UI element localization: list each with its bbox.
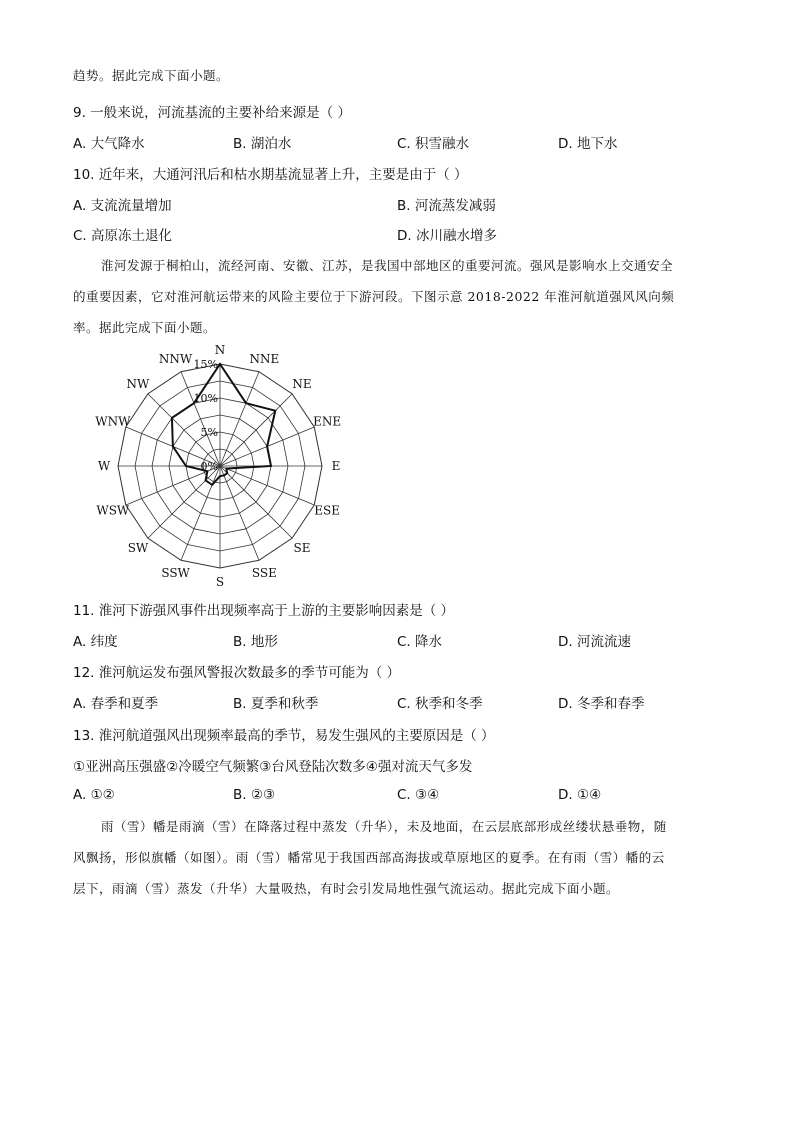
q11-option-d: D. 河流流速 — [558, 634, 631, 650]
ring-label: 5% — [200, 426, 218, 439]
passage-virga-line-3: 层下，雨滴（雪）蒸发（升华）大量吸热，有时会引发局地性强气流运动。据此完成下面小题。 — [73, 881, 620, 896]
q10-option-a: A. 支流流量增加 — [73, 198, 172, 214]
q13-option-d: D. ①④ — [558, 787, 602, 803]
direction-label: W — [97, 459, 111, 473]
q11-option-a: A. 纬度 — [73, 634, 118, 650]
grid-spoke — [220, 394, 292, 466]
ring-label: 15% — [193, 358, 218, 371]
passage-virga-line-2: 风飘扬，形似旗幡（如图）。雨（雪）幡常见于我国西部高海拔或草原地区的夏季。在有雨（雪）幡的云 — [73, 850, 665, 865]
direction-label: WSW — [96, 503, 130, 518]
wind-frequency-line — [172, 364, 275, 485]
direction-label: ENE — [313, 414, 342, 429]
direction-label: S — [215, 575, 225, 589]
q12-option-a: A. 春季和夏季 — [73, 696, 159, 712]
question-12-stem: 12. 淮河航运发布强风警报次数最多的季节可能为（ ） — [73, 665, 401, 681]
question-13-statements: ①亚洲高压强盛②冷暖空气频繁③台风登陆次数多④强对流天气多发 — [73, 759, 473, 775]
direction-label: NE — [292, 376, 312, 391]
q12-option-b: B. 夏季和秋季 — [233, 696, 319, 712]
direction-label: SSW — [161, 566, 190, 581]
question-10-stem: 10. 近年来，大通河汛后和枯水期基流显著上升，主要是由于（ ） — [73, 167, 468, 183]
q13-option-c: C. ③④ — [397, 787, 440, 803]
grid-spoke — [220, 466, 292, 538]
direction-label: N — [214, 343, 226, 357]
passage-huaihe-line-3: 率。据此完成下面小题。 — [73, 320, 217, 335]
direction-label: NNE — [249, 351, 280, 366]
q9-option-c: C. 积雪融水 — [397, 136, 470, 152]
intro-tail: 趋势。据此完成下面小题。 — [73, 68, 230, 83]
q9-option-b: B. 湖泊水 — [233, 136, 292, 152]
grid-spoke — [148, 466, 220, 538]
q9-option-a: A. 大气降水 — [73, 136, 145, 152]
direction-label: ESE — [314, 503, 341, 518]
q11-option-b: B. 地形 — [233, 634, 278, 650]
direction-label: SW — [127, 541, 149, 556]
q11-option-c: C. 降水 — [397, 634, 443, 650]
direction-label: NW — [126, 376, 150, 391]
q12-option-d: D. 冬季和春季 — [558, 696, 645, 712]
q12-option-c: C. 秋季和冬季 — [397, 696, 483, 712]
direction-label: WNW — [95, 414, 131, 429]
q10-option-d: D. 冰川融水增多 — [397, 228, 497, 244]
passage-huaihe-line-2: 的重要因素，它对淮河航运带来的风险主要位于下游河段。下图示意 2018-2022 年淮河航道强风风向频 — [73, 289, 675, 304]
passage-virga-line-1: 雨（雪）幡是雨滴（雪）在降落过程中蒸发（升华），未及地面，在云层底部形成丝缕状悬垂物，随 — [101, 819, 667, 834]
wind-rose-chart — [80, 340, 360, 590]
q13-option-a: A. ①② — [73, 787, 115, 803]
question-11-stem: 11. 淮河下游强风事件出现频率高于上游的主要影响因素是（ ） — [73, 603, 455, 619]
direction-label: SSE — [251, 566, 277, 581]
ring-label: 10% — [193, 392, 218, 405]
direction-label: E — [331, 459, 341, 473]
q10-option-b: B. 河流蒸发减弱 — [397, 198, 496, 214]
question-13-stem: 13. 淮河航道强风出现频率最高的季节，易发生强风的主要原因是（ ） — [73, 728, 495, 744]
passage-huaihe-line-1: 淮河发源于桐柏山，流经河南、安徽、江苏，是我国中部地区的重要河流。强风是影响水上交通安全 — [101, 258, 674, 273]
direction-label: NNW — [158, 351, 193, 366]
q10-option-c: C. 高原冻土退化 — [73, 228, 173, 244]
question-9-stem: 9. 一般来说，河流基流的主要补给来源是（ ） — [73, 105, 351, 121]
q9-option-d: D. 地下水 — [558, 136, 618, 152]
direction-label: SE — [293, 541, 311, 556]
q13-option-b: B. ②③ — [233, 787, 276, 803]
ring-label: 0% — [200, 460, 218, 473]
